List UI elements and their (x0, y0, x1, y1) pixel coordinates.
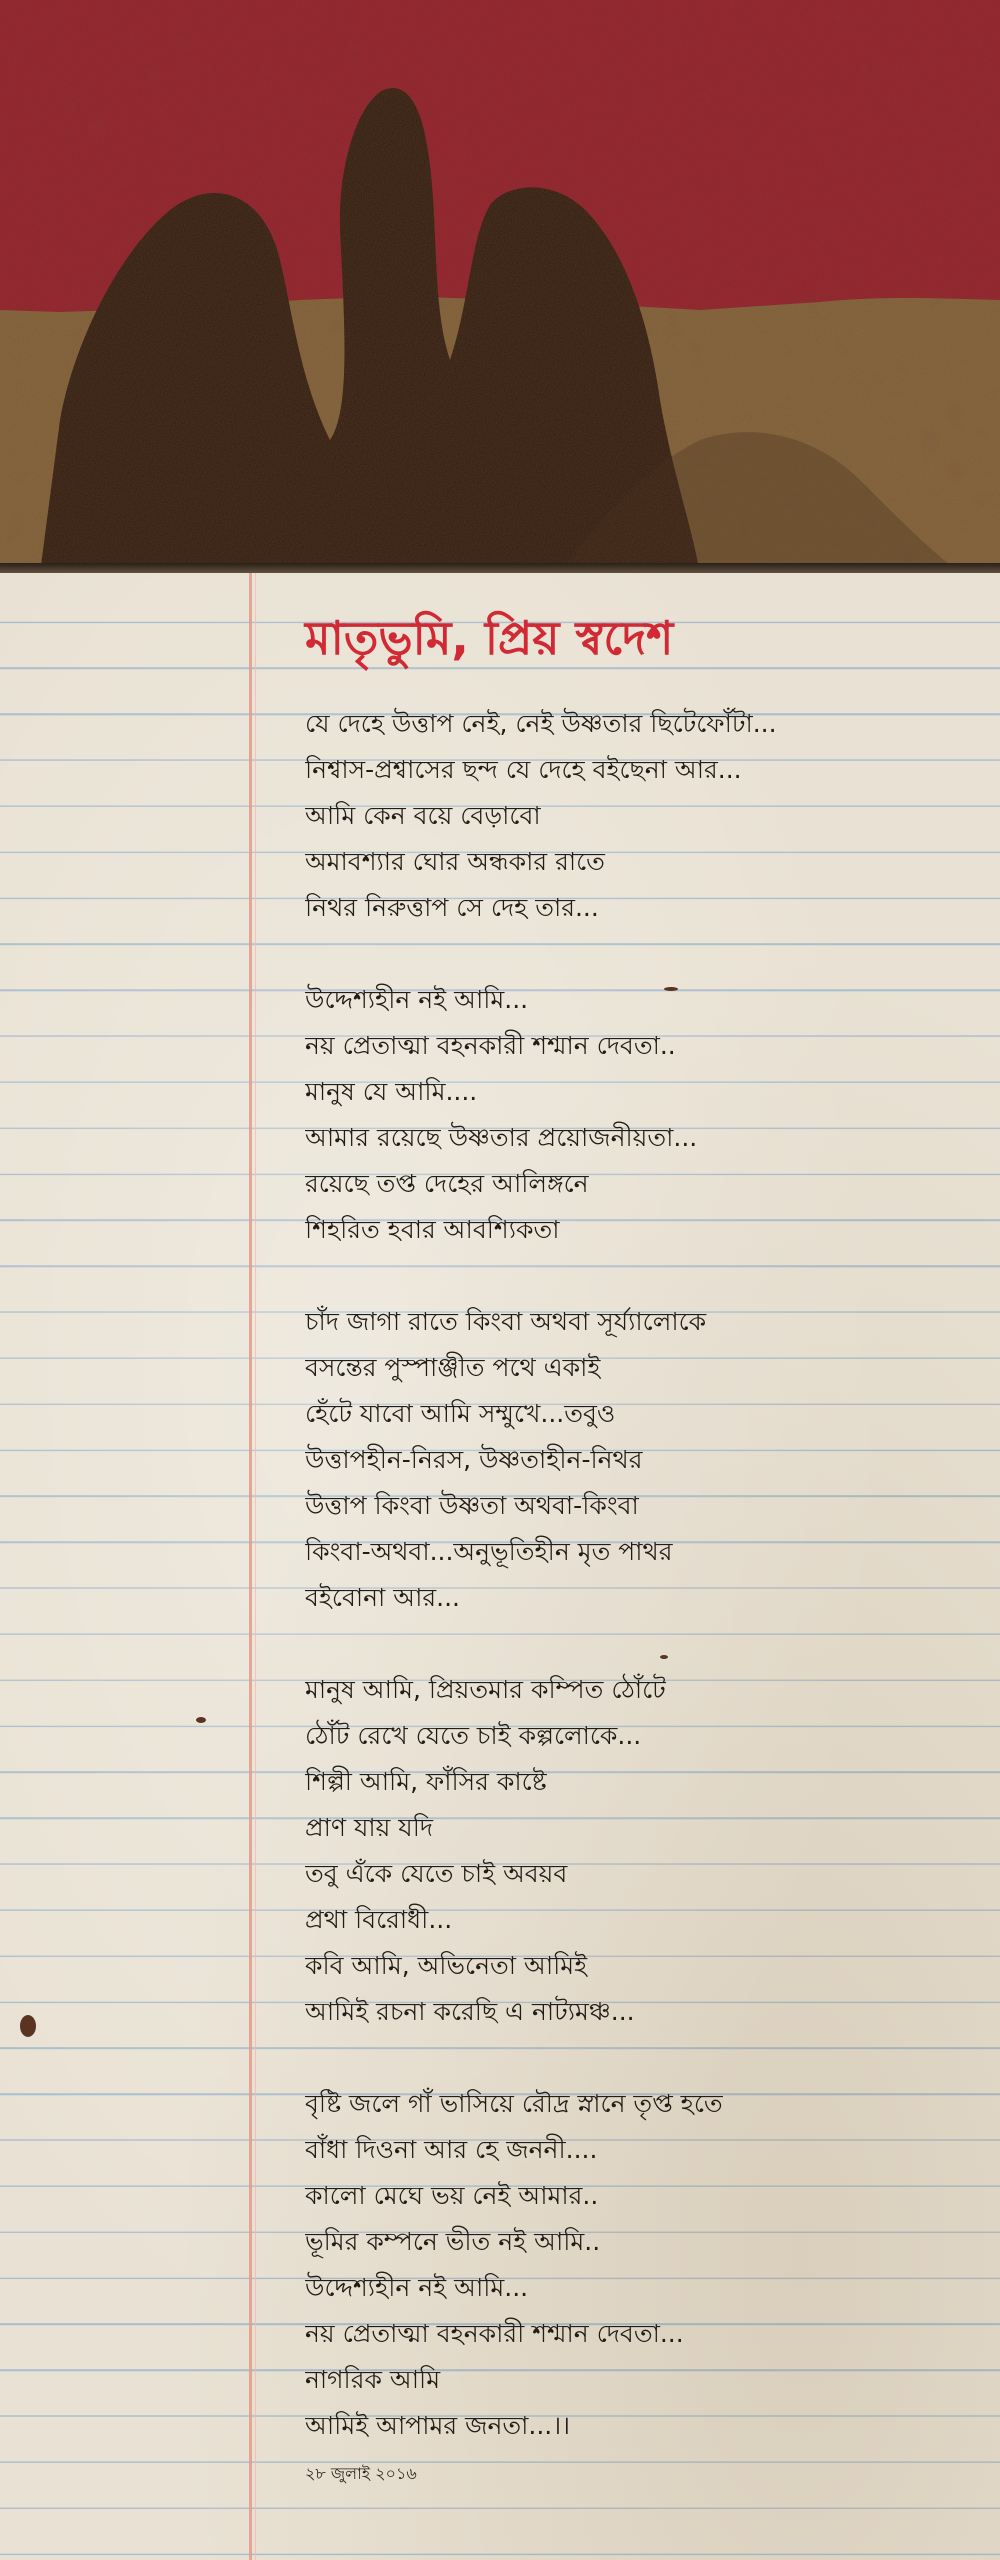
poem-line: শিহরিত হবার আবশ্যিকতা (305, 1215, 560, 1244)
poem-line: চাঁদ জাগা রাতে কিংবা অথবা সূর্য্যালোকে (305, 1307, 707, 1336)
poem-line: নিশ্বাস-প্রশ্বাসের ছন্দ যে দেহে বইছেনা আর... (305, 755, 742, 784)
poem-line: মানুষ আমি, প্রিয়তমার কম্পিত ঠোঁটে (305, 1675, 666, 1704)
poem-line: উদ্দেশ্যহীন নই আমি... (305, 2273, 529, 2302)
poem-line: তবু এঁকে যেতে চাই অবয়ব (305, 1859, 568, 1888)
stanza-4 (305, 1667, 985, 2035)
poem-line: আমি কেন বয়ে বেড়াবো (305, 801, 541, 830)
poem-line: আমিই রচনা করেছি এ নাট্যমঞ্চ... (305, 1997, 635, 2026)
paper-stain (20, 2015, 36, 2037)
poem-line: আমিই আপামর জনতা...।। (305, 2411, 571, 2440)
poem-line: যে দেহে উত্তাপ নেই, নেই উষ্ণতার ছিটেফোঁটা... (305, 709, 777, 738)
poem-line: ভূমির কম্পনে ভীত নই আমি.. (305, 2227, 601, 2256)
stanza-5 (305, 2081, 985, 2449)
poem-date: ২৮ জুলাই ২০১৬ (305, 2464, 417, 2483)
poem-line: প্রাণ যায় যদি (305, 1813, 433, 1842)
poem-line: রয়েছে তপ্ত দেহের আলিঙ্গনে (305, 1169, 589, 1198)
stanza-2 (305, 977, 985, 1253)
poem-line: প্রথা বিরোধী... (305, 1905, 453, 1934)
poem-line: নয় প্রেতাত্মা বহনকারী শশ্মান দেবতা.. (305, 1031, 676, 1060)
red-margin-line (249, 573, 252, 2560)
poem-line: কিংবা-অথবা...অনুভূতিহীন মৃত পাথর (305, 1537, 673, 1566)
poem-line: বৃষ্টি জলে গাঁ ভাসিয়ে রৌদ্র স্নানে তৃপ্ত হতে (305, 2089, 723, 2118)
poem-line: নিথর নিরুত্তাপ সে দেহ তার... (305, 893, 599, 922)
poem-line: কবি আমি, অভিনেতা আমিই (305, 1951, 588, 1980)
poem-line: শিল্পী আমি, ফাঁসির কাষ্টে (305, 1767, 547, 1796)
red-margin-line-inner (255, 573, 256, 2560)
poem-line: উদ্দেশ্যহীন নই আমি... (305, 985, 529, 1014)
poem-line: উত্তাপ কিংবা উষ্ণতা অথবা-কিংবা (305, 1491, 639, 1520)
poem-title: মাতৃভুমি, প্রিয় স্বদেশ (305, 611, 674, 665)
poem-line: অমাবশ্যার ঘোর অন্ধকার রাতে (305, 847, 605, 876)
poem-line: বইবোনা আর... (305, 1583, 460, 1612)
poem-line: মানুষ যে আমি.... (305, 1077, 478, 1106)
stanza-3 (305, 1299, 985, 1621)
poem-line: কালো মেঘে ভয় নেই আমার.. (305, 2181, 599, 2210)
poem-line: নাগরিক আমি (305, 2365, 441, 2394)
poem-line: বসন্তের পুস্পাঞ্জীত পথে একাই (305, 1353, 601, 1382)
poem-body (305, 701, 985, 2495)
poem-line: আমার রয়েছে উষ্ণতার প্রয়োজনীয়তা... (305, 1123, 698, 1152)
paper-stain (196, 1717, 206, 1723)
poem-line: হেঁটে যাবো আমি সম্মুখে...তবুও (305, 1399, 616, 1428)
poem-line: বাঁধা দিওনা আর হে জননী.... (305, 2135, 598, 2164)
poem-line: ঠোঁট রেখে যেতে চাই কল্পলোকে... (305, 1721, 642, 1750)
hero-illustration (0, 0, 1000, 573)
stanza-1 (305, 701, 985, 931)
poem-line: উত্তাপহীন-নিরস, উষ্ণতাহীন-নিথর (305, 1445, 643, 1474)
poem-line: নয় প্রেতাত্মা বহনকারী শশ্মান দেবতা... (305, 2319, 684, 2348)
